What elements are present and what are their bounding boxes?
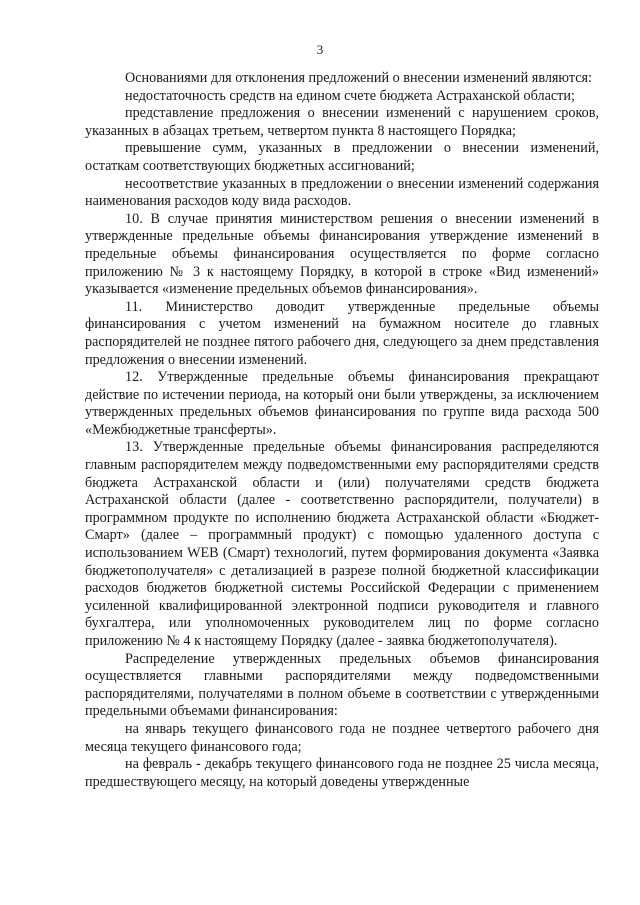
paragraph-amount-excess: превышение сумм, указанных в предложении о внесении изменений, остаткам соответствующих бюджетных ассигнований; <box>85 140 599 174</box>
paragraph-january: на январь текущего финансового года не позднее четвертого рабочего дня месяца текущего финансового года; <box>85 720 599 755</box>
paragraph-item-13: 13. Утвержденные предельные объемы финансирования распределяются главным распорядителем между подведомственными ему распорядителями средств бюджета Астраханской области и (или) получателями средств бюджета Астраханской области (далее - соответственно распорядители, получатели) в программном продукте по исполнению бюджета Астраханской области «Бюджет-Смарт» (далее – программный продукт) с помощью удаленного доступа с использованием WEB (Смарт) технологий, путем формирования документа «Заявка бюджетополучателя» с детализацией в разрезе полной бюджетной классификации расходов бюджетов бюджетной системы Российской Федерации с применением усиленной квалифицированной электронной подписи руководителя и главного бухгалтера, или уполномоченных руководителем лиц по форме согласно приложению № 4 к настоящему Порядку (далее - заявка бюджетополучателя). <box>85 439 599 649</box>
paragraph-grounds-intro: Основаниями для отклонения предложений о внесении изменений являются: <box>125 70 592 86</box>
paragraph-item-11: 11. Министерство доводит утвержденные предельные объемы финансирования с учетом изменений на бумажном носителе до главных распорядителей не позднее пятого рабочего дня, следующего за днем представления предложения о внесении изменений. <box>85 298 599 368</box>
paragraph-insufficient-funds: недостаточность средств на едином счете бюджета Астраханской области; <box>125 87 575 104</box>
paragraph-distribution: Распределение утвержденных предельных объемов финансирования осуществляется главными распорядителями между подведомственными распорядителями, получателями в полном объеме в соответствии с утвержденными предельными объемами финансирования: <box>85 650 599 720</box>
page-number: 3 <box>316 42 324 57</box>
paragraph-item-12: 12. Утвержденные предельные объемы финансирования прекращают действие по истечении периода, на который они были утверждены, за исключением утвержденных предельных объемов финансирования по группе вида расхода 500 «Межбюджетные трансферты». <box>85 369 599 438</box>
paragraph-item-10: 10. В случае принятия министерством решения о внесении изменений в утвержденные предельные объемы финансирования утверждение изменений в предельные объемы финансирования осуществляется по форме согласно приложению № 3 к настоящему Порядку, в которой в строке «Вид изменений» указывается «изменение предельных объемов финансирования». <box>85 210 599 298</box>
paragraph-february-december: на февраль - декабрь текущего финансового года не позднее 25 числа месяца, предшествующего месяцу, на который доведены утвержденные <box>85 756 599 790</box>
paragraph-code-mismatch: несоответствие указанных в предложении о внесении изменений содержания наименования расходов коду вида расходов. <box>85 175 599 210</box>
document-body <box>85 70 599 791</box>
paragraph-deadline-violation: представление предложения о внесении изменений с нарушением сроков, указанных в абзацах третьем, четвертом пункта 8 настоящего Порядка; <box>85 105 599 139</box>
